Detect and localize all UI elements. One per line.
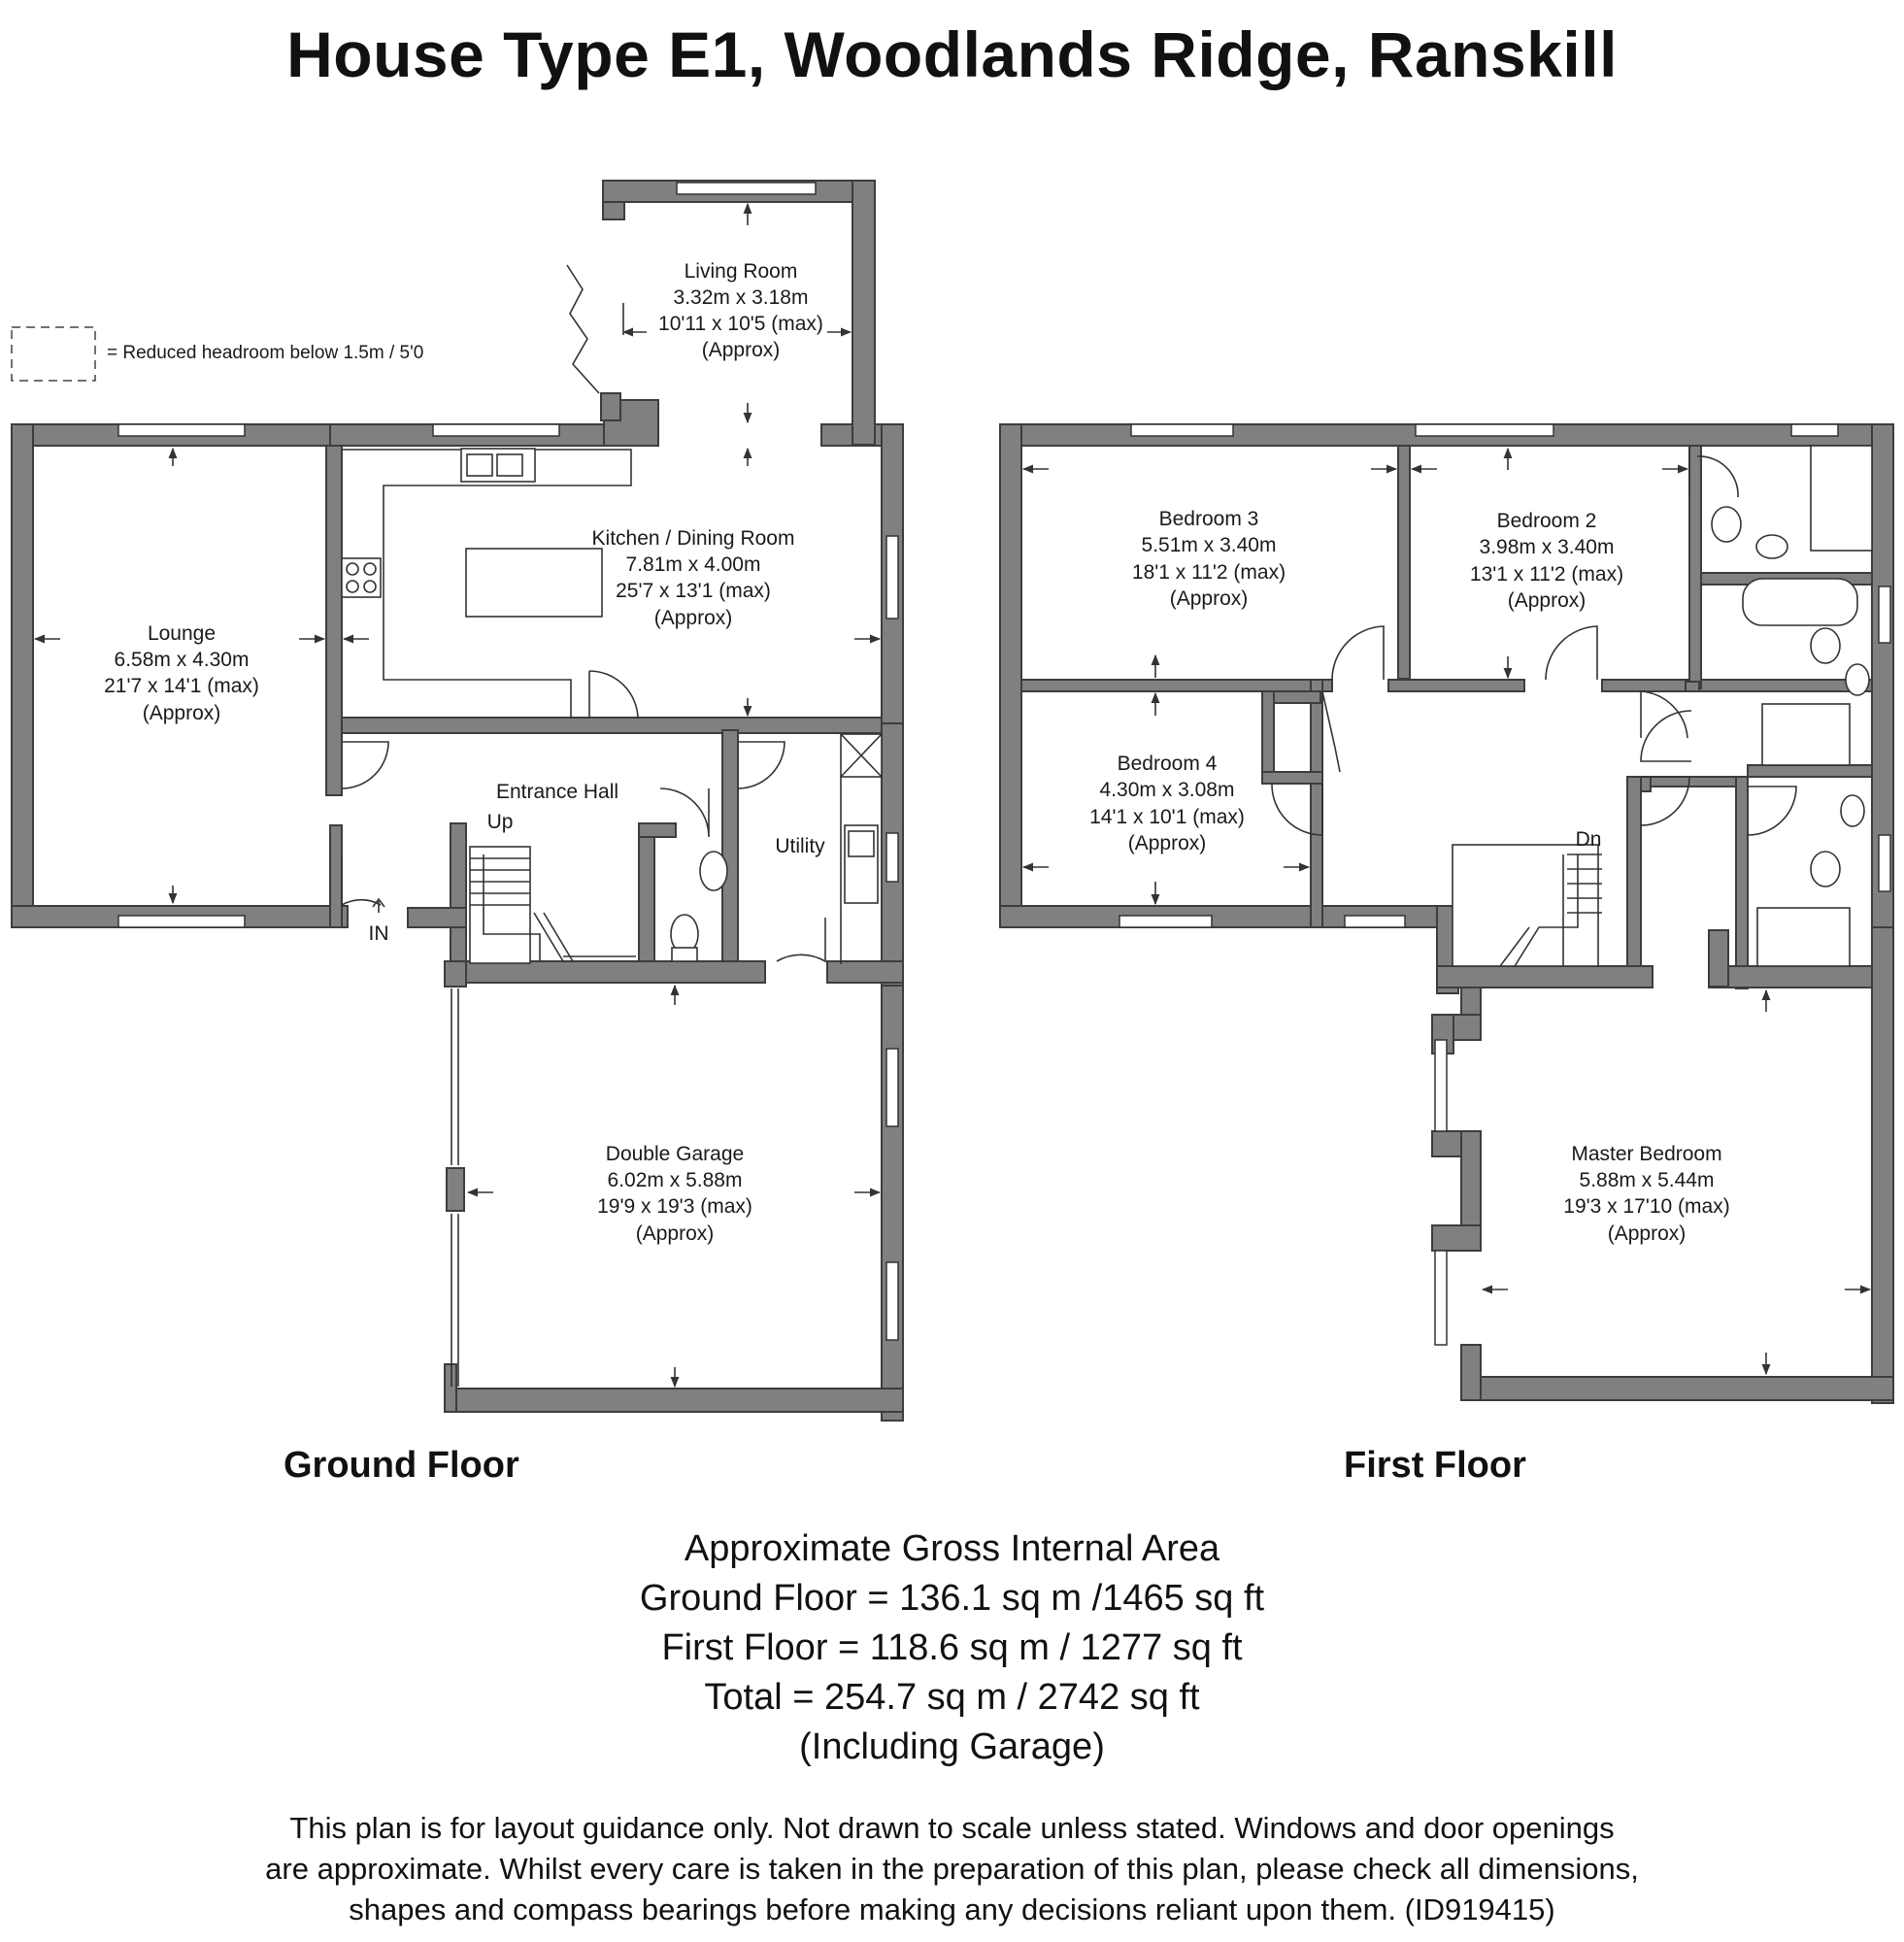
legend-text: = Reduced headroom below 1.5m / 5'0	[107, 343, 424, 363]
kitchen-name: Kitchen / Dining Room	[591, 527, 795, 550]
ensuite-shower-icon	[1811, 446, 1872, 551]
garage-imperial: 19'9 x 19'3 (max)	[597, 1195, 752, 1218]
master-bedroom-approx: (Approx)	[1607, 1222, 1687, 1245]
toilet-icon	[1811, 852, 1840, 887]
area-ground-floor: Ground Floor = 136.1 sq m /1465 sq ft	[639, 1578, 1265, 1619]
master-bedroom-name: Master Bedroom	[1571, 1143, 1722, 1165]
garage-metric: 6.02m x 5.88m	[607, 1169, 743, 1191]
bedroom3-approx: (Approx)	[1169, 587, 1249, 610]
lounge-name: Lounge	[147, 622, 217, 645]
master-bedroom-imperial: 19'3 x 17'10 (max)	[1563, 1195, 1730, 1218]
bedroom3-name: Bedroom 3	[1158, 508, 1259, 530]
bedroom2-imperial: 13'1 x 11'2 (max)	[1469, 563, 1624, 586]
lounge-imperial: 21'7 x 14'1 (max)	[104, 675, 259, 697]
disclaimer	[0, 1808, 1904, 1930]
living-room-imperial: 10'11 x 10'5 (max)	[658, 313, 823, 335]
hob-icon	[342, 558, 381, 597]
lounge-approx: (Approx)	[142, 702, 221, 724]
bedroom4-metric: 4.30m x 3.08m	[1099, 779, 1235, 801]
bedroom3-metric: 5.51m x 3.40m	[1141, 534, 1277, 556]
kitchen-island	[466, 549, 602, 617]
basin-icon	[700, 852, 727, 890]
kitchen-fittings	[342, 449, 631, 718]
shower-icon	[1757, 908, 1850, 966]
basin-icon	[1846, 664, 1869, 695]
ground-floor-plan	[12, 181, 903, 1421]
area-first-floor: First Floor = 118.6 sq m / 1277 sq ft	[661, 1627, 1243, 1668]
kitchen-imperial: 25'7 x 13'1 (max)	[616, 580, 771, 602]
plan-title: House Type E1, Woodlands Ridge, Ranskill	[286, 18, 1618, 90]
utility-name: Utility	[775, 835, 825, 857]
disclaimer-line-2: are approximate. Whilst every care is taken in the preparation of this plan, please check all dimensions,	[265, 1852, 1639, 1886]
shower-icon	[1762, 704, 1850, 765]
legend	[12, 327, 423, 381]
living-room-name: Living Room	[684, 260, 798, 283]
first-floor-label: First Floor	[1344, 1445, 1526, 1486]
living-room-metric: 3.32m x 3.18m	[673, 286, 809, 309]
bedroom4-approx: (Approx)	[1127, 832, 1207, 854]
first-floor-plan	[1000, 424, 1893, 1403]
entrance-label: IN	[368, 922, 389, 945]
lounge-metric: 6.58m x 4.30m	[114, 649, 250, 671]
living-room-approx: (Approx)	[701, 339, 781, 361]
bedroom2-name: Bedroom 2	[1496, 510, 1597, 532]
basin-icon	[1756, 535, 1787, 558]
ground-floor-stairs	[470, 847, 636, 963]
bath-icon	[1743, 579, 1857, 625]
ground-floor-label: Ground Floor	[284, 1445, 519, 1486]
bedroom2-approx: (Approx)	[1507, 589, 1587, 612]
kitchen-approx: (Approx)	[653, 607, 733, 629]
area-heading: Approximate Gross Internal Area	[684, 1528, 1220, 1569]
first-floor-stairs	[1453, 845, 1602, 966]
bedroom2-metric: 3.98m x 3.40m	[1479, 536, 1615, 558]
gross-internal-area	[0, 1524, 1904, 1772]
garage-approx: (Approx)	[635, 1222, 715, 1245]
bedroom4-imperial: 14'1 x 10'1 (max)	[1089, 806, 1245, 828]
stairs-up-label: Up	[486, 811, 514, 833]
area-note: (Including Garage)	[799, 1726, 1105, 1767]
kitchen-metric: 7.81m x 4.00m	[625, 553, 761, 576]
reduced-headroom-swatch	[12, 327, 95, 381]
garage-name: Double Garage	[605, 1143, 745, 1165]
stairs-down-label: Dn	[1575, 828, 1602, 851]
basin-icon	[1841, 795, 1864, 826]
entrance-hall-name: Entrance Hall	[495, 781, 619, 803]
ground-floor-walls	[12, 181, 903, 1421]
disclaimer-line-3: shapes and compass bearings before making any decisions reliant upon them. (ID919415)	[349, 1892, 1555, 1926]
disclaimer-line-1: This plan is for layout guidance only. Not drawn to scale unless stated. Windows and door openings	[289, 1811, 1615, 1845]
bedroom3-imperial: 18'1 x 11'2 (max)	[1131, 561, 1286, 584]
entrance-arrow-icon	[373, 899, 384, 913]
toilet-icon	[1712, 507, 1741, 542]
master-bedroom-metric: 5.88m x 5.44m	[1579, 1169, 1715, 1191]
living-room-bifold-doors	[567, 265, 620, 420]
bedroom4-name: Bedroom 4	[1117, 753, 1218, 775]
area-total: Total = 254.7 sq m / 2742 sq ft	[704, 1677, 1200, 1718]
toilet-icon	[1811, 628, 1840, 663]
